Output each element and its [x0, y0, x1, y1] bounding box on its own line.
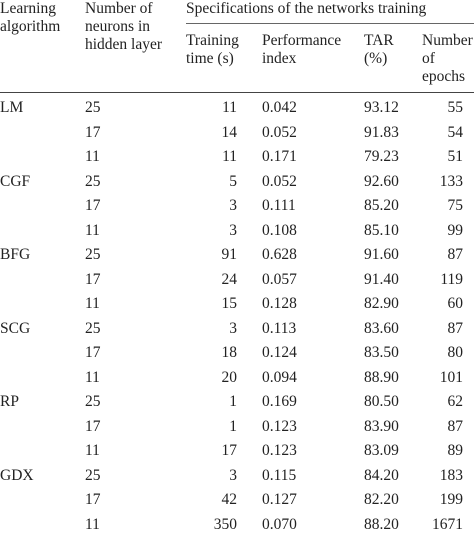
cell-performance-index: 0.042 [262, 99, 297, 116]
cell-performance-index: 0.127 [262, 491, 297, 508]
cell-epochs: 99 [447, 221, 463, 239]
cell-neurons: 11 [85, 295, 100, 312]
header-time-line1: Training [186, 32, 239, 49]
cell-performance-index: 0.128 [262, 295, 297, 312]
cell-epochs: 1671 [432, 515, 463, 533]
cell-tar: 88.90 [364, 368, 399, 386]
cell-tar: 83.90 [364, 417, 399, 435]
cell-training-time: 3 [229, 319, 237, 337]
cell-neurons: 25 [85, 172, 101, 190]
header-bottom-rule [0, 92, 474, 93]
header-tar-line1: TAR [364, 32, 394, 49]
cell-tar: 82.20 [364, 491, 399, 508]
cell-epochs: 54 [447, 123, 463, 141]
header-neurons-line1: Number of [85, 0, 153, 17]
cell-neurons: 17 [85, 491, 101, 508]
header-neurons-line3: hidden layer [85, 36, 163, 53]
header-spec-group: Specifications of the networks training [186, 0, 427, 17]
cell-epochs: 199 [439, 491, 463, 508]
cell-tar: 80.50 [364, 393, 399, 410]
cell-epochs: 80 [447, 344, 463, 361]
cell-neurons: 11 [85, 148, 100, 165]
header-learning-line1: Learning [0, 0, 56, 17]
cell-performance-index: 0.111 [262, 197, 296, 214]
cell-training-time: 42 [221, 491, 237, 508]
cell-training-time: 17 [221, 442, 237, 459]
cell-tar: 79.23 [364, 148, 399, 165]
cell-neurons: 17 [85, 197, 101, 214]
cell-neurons: 11 [85, 442, 100, 459]
cell-training-time: 5 [229, 172, 237, 190]
cell-training-time: 11 [222, 99, 237, 116]
cell-tar: 84.20 [364, 466, 399, 484]
header-time-line2: time (s) [186, 50, 234, 67]
cell-tar: 93.12 [364, 99, 399, 116]
cell-performance-index: 0.108 [262, 221, 297, 239]
cell-training-time: 1 [229, 417, 237, 435]
cell-neurons: 17 [85, 344, 101, 361]
cell-epochs: 87 [447, 417, 463, 435]
cell-neurons: 17 [85, 270, 101, 288]
header-epochs-line1: Number [422, 32, 473, 49]
header-performance-line2: index [262, 50, 297, 67]
cell-epochs: 60 [447, 295, 463, 312]
cell-performance-index: 0.094 [262, 368, 297, 386]
cell-training-time: 11 [222, 148, 237, 165]
cell-performance-index: 0.115 [262, 466, 297, 484]
header-neurons-line2: neurons in [85, 18, 151, 35]
cell-algorithm: CGF [0, 172, 31, 190]
cell-tar: 85.10 [364, 221, 399, 239]
header-performance-line1: Performance [262, 32, 342, 49]
cell-algorithm: SCG [0, 319, 31, 337]
cell-algorithm: BFG [0, 246, 31, 263]
header-tar-line2: (%) [364, 50, 388, 67]
cell-performance-index: 0.628 [262, 246, 297, 263]
header-epochs-line2: of [422, 50, 435, 67]
cell-training-time: 14 [221, 123, 237, 141]
cell-epochs: 101 [439, 368, 463, 386]
cell-epochs: 119 [440, 270, 463, 288]
cell-tar: 91.83 [364, 123, 399, 141]
cell-performance-index: 0.123 [262, 417, 297, 435]
cell-neurons: 17 [85, 123, 101, 141]
cell-performance-index: 0.124 [262, 344, 297, 361]
cell-epochs: 55 [447, 99, 463, 116]
cell-epochs: 51 [447, 148, 463, 165]
cell-training-time: 20 [221, 368, 237, 386]
cell-neurons: 11 [85, 368, 100, 386]
cell-epochs: 183 [439, 466, 463, 484]
spec-group-rule [186, 23, 474, 24]
cell-tar: 88.20 [364, 515, 399, 533]
cell-neurons: 25 [85, 393, 101, 410]
cell-tar: 91.60 [364, 246, 399, 263]
cell-algorithm: RP [0, 393, 19, 410]
cell-tar: 92.60 [364, 172, 399, 190]
cell-epochs: 75 [447, 197, 463, 214]
cell-performance-index: 0.070 [262, 515, 297, 533]
cell-neurons: 11 [85, 221, 100, 239]
cell-performance-index: 0.052 [262, 123, 297, 141]
cell-training-time: 3 [229, 221, 237, 239]
cell-neurons: 25 [85, 319, 101, 337]
cell-tar: 83.50 [364, 344, 399, 361]
cell-neurons: 25 [85, 99, 101, 116]
cell-neurons: 25 [85, 466, 101, 484]
cell-tar: 82.90 [364, 295, 399, 312]
cell-epochs: 133 [439, 172, 463, 190]
cell-training-time: 24 [221, 270, 237, 288]
cell-tar: 83.60 [364, 319, 399, 337]
cell-epochs: 89 [447, 442, 463, 459]
cell-epochs: 62 [447, 393, 463, 410]
cell-training-time: 91 [221, 246, 237, 263]
cell-training-time: 18 [221, 344, 237, 361]
cell-performance-index: 0.123 [262, 442, 297, 459]
cell-training-time: 3 [229, 466, 237, 484]
cell-performance-index: 0.169 [262, 393, 297, 410]
cell-algorithm: LM [0, 99, 24, 116]
cell-training-time: 1 [229, 393, 237, 410]
cell-tar: 91.40 [364, 270, 399, 288]
header-epochs-line3: epochs [422, 68, 466, 85]
cell-training-time: 350 [213, 515, 237, 533]
cell-neurons: 25 [85, 246, 101, 263]
cell-performance-index: 0.057 [262, 270, 297, 288]
cell-algorithm: GDX [0, 466, 34, 484]
header-learning-line2: algorithm [0, 18, 61, 35]
cell-training-time: 15 [221, 295, 237, 312]
cell-performance-index: 0.171 [262, 148, 297, 165]
cell-neurons: 17 [85, 417, 101, 435]
cell-performance-index: 0.052 [262, 172, 297, 190]
cell-neurons: 11 [85, 515, 100, 533]
cell-performance-index: 0.113 [262, 319, 297, 337]
cell-epochs: 87 [447, 246, 463, 263]
cell-epochs: 87 [447, 319, 463, 337]
cell-training-time: 3 [229, 197, 237, 214]
cell-tar: 83.09 [364, 442, 399, 459]
cell-tar: 85.20 [364, 197, 399, 214]
